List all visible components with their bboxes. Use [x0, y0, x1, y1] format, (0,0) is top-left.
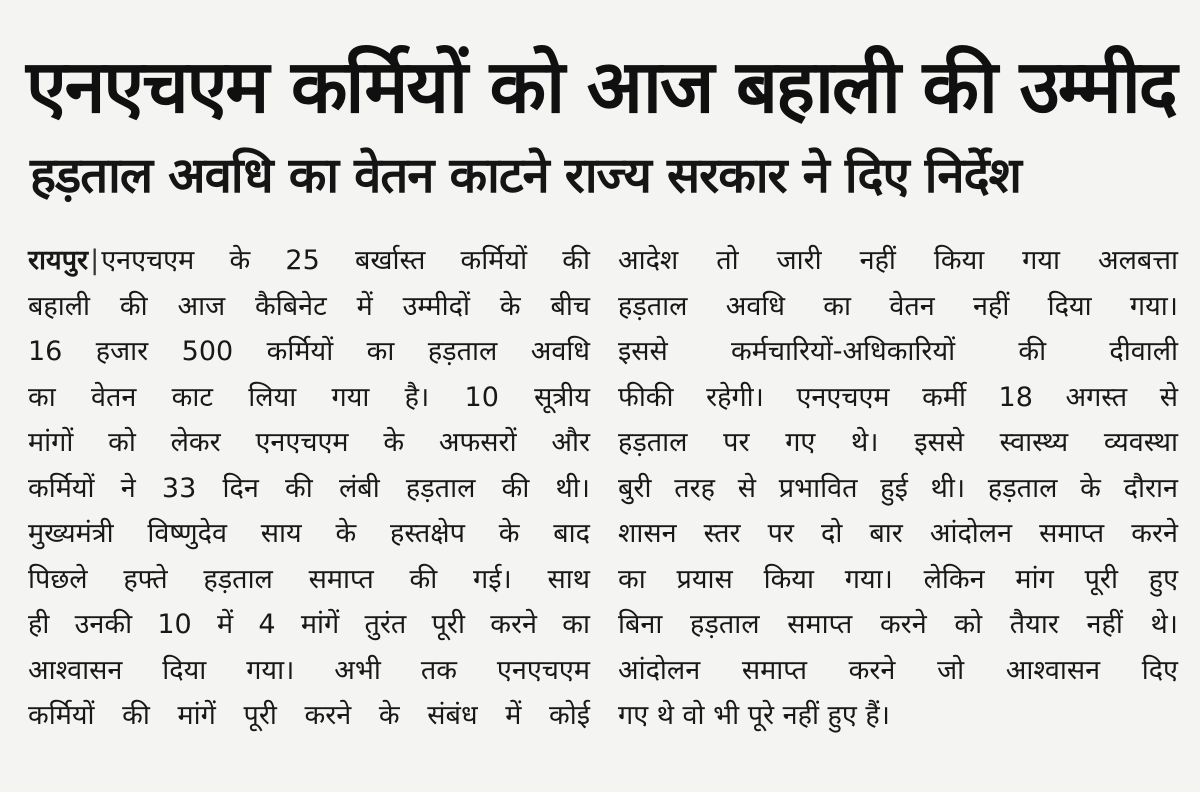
body-line: पिछले हफ्ते हड़ताल समाप्त की गई। साथ [28, 563, 590, 595]
body-line-text: एनएचएम के 25 बर्खास्त कर्मियों की [101, 245, 590, 276]
body-line: 16 हजार 500 कर्मियों का हड़ताल अवधि [28, 336, 590, 367]
right-column [618, 238, 1178, 739]
body-line: बुरी तरह से प्रभावित हुई थी। हड़ताल के दौरान [618, 472, 1178, 504]
dateline-separator: | [90, 245, 100, 276]
body-line: का वेतन काट लिया गया है। 10 सूत्रीय [28, 381, 590, 413]
body-line: फीकी रहेगी। एनएचएम कर्मी 18 अगस्त से [618, 381, 1178, 413]
body-line: आदेश तो जारी नहीं किया गया अलबत्ता [618, 245, 1178, 276]
body-line: शासन स्तर पर दो बार आंदोलन समाप्त करने [618, 518, 1178, 549]
body-line: गए थे वो भी पूरे नहीं हुए हैं। [618, 700, 890, 731]
body-line: का प्रयास किया गया। लेकिन मांग पूरी हुए [618, 563, 1178, 595]
body-line [28, 238, 590, 284]
body-line: आंदोलन समाप्त करने जो आश्वासन दिए [618, 654, 1178, 686]
headline: एनएचएम कर्मियों को आज बहाली की उम्मीद [26, 45, 1176, 130]
body-line: कर्मियों ने 33 दिन की लंबी हड़ताल की थी। [28, 472, 590, 504]
body-line: इससे कर्मचारियों-अधिकारियों की दीवाली [618, 336, 1178, 367]
body-line: बिना हड़ताल समाप्त करने को तैयार नहीं थे। [618, 609, 1178, 640]
subheadline: हड़ताल अवधि का वेतन काटने राज्य सरकार ने दिए निर्देश [30, 147, 1021, 204]
body-line: आश्वासन दिया गया। अभी तक एनएचएम [28, 654, 590, 686]
article-body [28, 238, 1178, 739]
body-line: कर्मियों की मांगें पूरी करने के संबंध में कोई [28, 700, 590, 731]
body-line: हड़ताल अवधि का वेतन नहीं दिया गया। [618, 290, 1178, 322]
body-line: बहाली की आज कैबिनेट में उम्मीदों के बीच [28, 290, 590, 322]
body-line: मुख्यमंत्री विष्णुदेव साय के हस्तक्षेप के बाद [28, 518, 590, 549]
body-line: मांगों को लेकर एनएचएम के अफसरों और [28, 427, 590, 458]
dateline: रायपुर [28, 245, 89, 276]
body-line: हड़ताल पर गए थे। इससे स्वास्थ्य व्यवस्था [618, 427, 1178, 458]
body-line: ही उनकी 10 में 4 मांगें तुरंत पूरी करने का [28, 609, 590, 640]
left-column [28, 238, 590, 739]
